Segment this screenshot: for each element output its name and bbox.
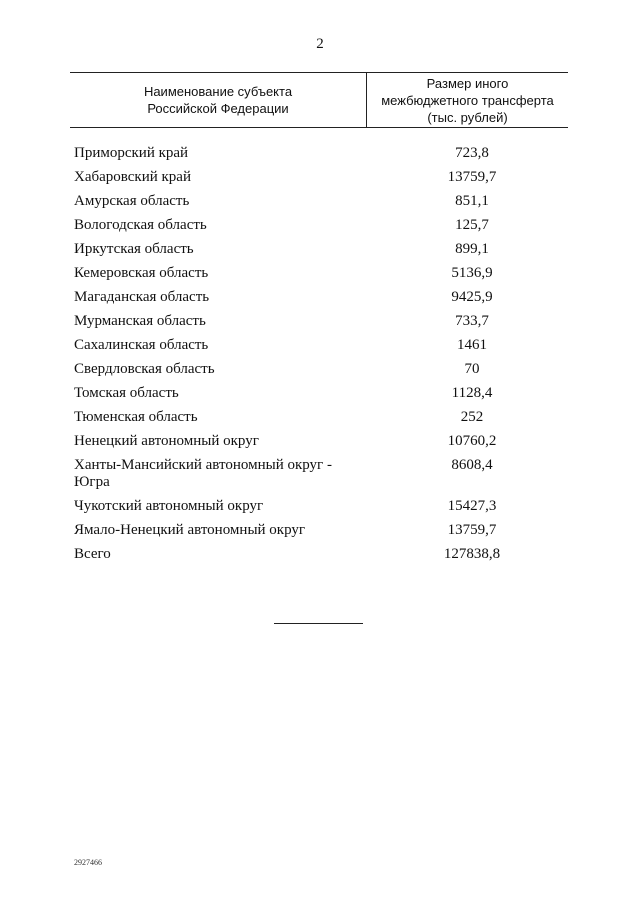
subject-name: Хабаровский край (74, 169, 191, 185)
total-label: Всего (74, 546, 111, 562)
table-row (74, 142, 568, 166)
subject-name: Свердловская область (74, 361, 215, 377)
subject-name: Приморский край (74, 145, 189, 161)
transfer-amount: 1461 (457, 337, 487, 353)
table-row (74, 406, 568, 430)
page-number: 2 (316, 36, 324, 52)
subject-name: Ямало-Ненецкий автономный округ (74, 522, 306, 538)
table-row (74, 286, 568, 310)
table-row (74, 454, 568, 495)
transfer-amount: 9425,9 (451, 289, 493, 305)
column-header-subject: Наименование субъекта Российской Федерации (143, 84, 293, 116)
table-row (74, 382, 568, 406)
subject-name: Амурская область (74, 193, 190, 209)
transfer-amount: 8608,4 (451, 457, 493, 473)
table-header (70, 72, 568, 128)
transfer-amount: 5136,9 (451, 265, 493, 281)
transfer-amount: 10760,2 (447, 433, 497, 449)
transfer-amount: 15427,3 (447, 498, 497, 514)
transfer-amount: 13759,7 (447, 522, 497, 538)
table-row-total (74, 543, 568, 567)
subject-name: Иркутская область (74, 241, 194, 257)
table-row (74, 430, 568, 454)
table-row (74, 214, 568, 238)
column-header-amount: Размер иного межбюджетного трансферта (тыс. рублей) (366, 73, 568, 127)
table-row (74, 334, 568, 358)
transfer-amount: 1128,4 (451, 385, 493, 401)
table-row (74, 238, 568, 262)
table-row (74, 495, 568, 519)
subject-name: Сахалинская область (74, 337, 209, 353)
table-row (74, 190, 568, 214)
total-amount: 127838,8 (443, 546, 501, 562)
table-row (74, 166, 568, 190)
table-body (74, 142, 568, 567)
table-row (74, 358, 568, 382)
closing-divider (274, 623, 363, 624)
subject-name: Мурманская область (74, 313, 206, 329)
transfer-amount: 13759,7 (447, 169, 497, 185)
transfer-amount: 723,8 (455, 145, 489, 161)
subject-name: Кемеровская область (74, 265, 209, 281)
transfer-amount: 70 (464, 361, 480, 377)
table-row (74, 519, 568, 543)
transfer-amount: 851,1 (455, 193, 489, 209)
subject-name: Вологодская область (74, 217, 207, 233)
transfer-amount: 733,7 (455, 313, 489, 329)
table-row (74, 262, 568, 286)
transfer-amount: 252 (460, 409, 484, 425)
document-code: 2927466 (74, 858, 102, 867)
subject-name: Тюменская область (74, 409, 198, 425)
subject-name: Томская область (74, 385, 179, 401)
subject-name: Ненецкий автономный округ (74, 433, 259, 449)
subject-name: Ханты-Мансийский автономный округ - Югра (74, 457, 332, 490)
transfer-amount: 899,1 (455, 241, 489, 257)
subject-name: Чукотский автономный округ (74, 498, 264, 514)
subject-name: Магаданская область (74, 289, 210, 305)
transfer-amount: 125,7 (455, 217, 489, 233)
table-row (74, 310, 568, 334)
